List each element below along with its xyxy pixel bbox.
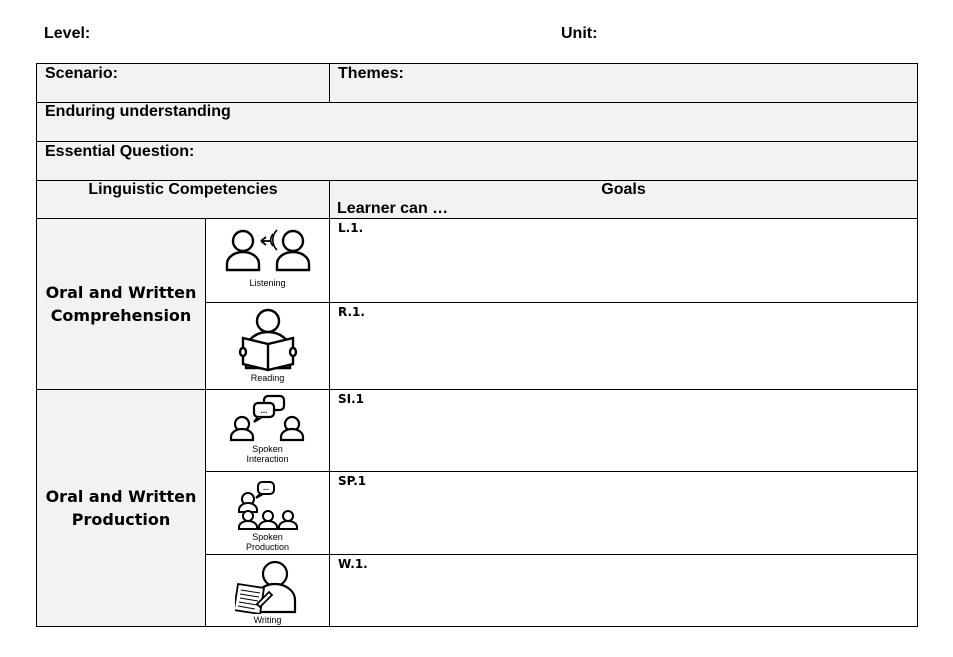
spoken-interaction-icon bbox=[228, 394, 308, 442]
scenario-cell[interactable] bbox=[37, 64, 330, 103]
spoken-production-icon bbox=[236, 481, 300, 531]
listening-icon bbox=[223, 225, 313, 273]
linguistic-competencies-label: Linguistic Competencies bbox=[88, 181, 278, 198]
goal-code-writing: W.1. bbox=[338, 557, 368, 571]
scenario-label: Scenario: bbox=[45, 65, 118, 82]
spoken-production-caption-2: Production bbox=[245, 542, 290, 552]
spoken-production-caption-1: Spoken bbox=[252, 532, 283, 542]
reading-icon bbox=[238, 308, 298, 372]
listening-caption: Listening bbox=[249, 278, 286, 288]
goal-code-spoken-interaction: SI.1 bbox=[338, 392, 365, 406]
goal-cell-reading[interactable] bbox=[330, 303, 918, 390]
svg-text:...: ... bbox=[260, 406, 267, 415]
section-production-line1: Oral and Written bbox=[45, 487, 197, 506]
section-comprehension-line1: Oral and Written bbox=[45, 283, 197, 302]
spoken-interaction-caption-1: Spoken bbox=[252, 444, 283, 454]
goal-code-reading: R.1. bbox=[338, 305, 365, 319]
reading-caption: Reading bbox=[250, 373, 285, 383]
themes-label: Themes: bbox=[338, 65, 404, 82]
linguistic-competencies-header bbox=[37, 181, 330, 219]
spoken-interaction-skill-cell bbox=[206, 390, 330, 472]
level-label: Level: bbox=[44, 25, 91, 42]
goal-code-spoken-production: SP.1 bbox=[338, 474, 367, 488]
writing-caption: Writing bbox=[253, 615, 282, 625]
spoken-production-skill-cell bbox=[206, 472, 330, 555]
essential-question-label: Essential Question: bbox=[45, 143, 195, 160]
goal-cell-listening[interactable] bbox=[330, 219, 918, 303]
themes-cell[interactable] bbox=[330, 64, 918, 103]
goal-code-listening: L.1. bbox=[338, 221, 364, 235]
writing-skill-cell bbox=[206, 555, 330, 627]
goal-cell-writing[interactable] bbox=[330, 555, 918, 627]
section-production bbox=[37, 390, 206, 627]
spoken-interaction-caption-2: Interaction bbox=[246, 454, 289, 464]
goals-label: Goals bbox=[601, 181, 646, 198]
section-comprehension bbox=[37, 219, 206, 390]
learner-can-label: Learner can … bbox=[337, 200, 449, 217]
unit-plan-table bbox=[36, 63, 918, 627]
reading-skill-cell bbox=[206, 303, 330, 390]
section-comprehension-line2: Comprehension bbox=[50, 306, 192, 325]
writing-icon bbox=[235, 560, 301, 614]
goal-cell-spoken-interaction[interactable] bbox=[330, 390, 918, 472]
goals-header bbox=[330, 181, 918, 219]
enduring-understanding-label: Enduring understanding bbox=[45, 103, 231, 120]
listening-skill-cell bbox=[206, 219, 330, 303]
essential-question-cell[interactable] bbox=[37, 142, 918, 181]
unit-label: Unit: bbox=[561, 25, 598, 42]
enduring-understanding-cell[interactable] bbox=[37, 103, 918, 142]
svg-text:...: ... bbox=[262, 485, 269, 492]
section-production-line2: Production bbox=[71, 510, 171, 529]
goal-cell-spoken-production[interactable] bbox=[330, 472, 918, 555]
